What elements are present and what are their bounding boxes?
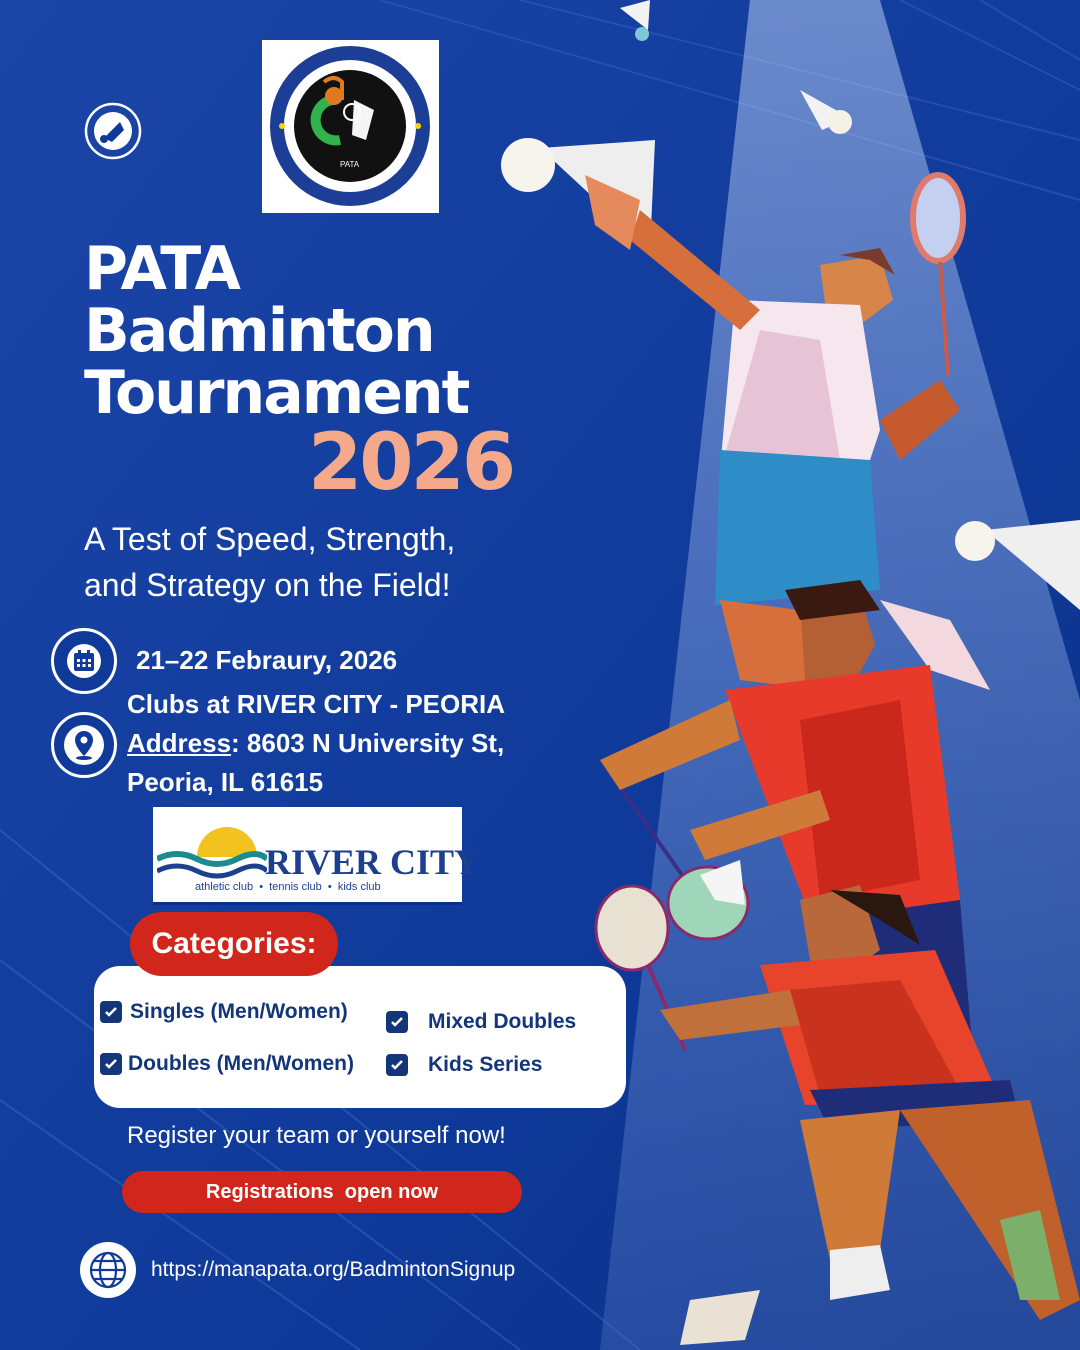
calendar-icon: [51, 628, 117, 694]
shuttlecock-icon: [84, 102, 142, 160]
tagline: [84, 516, 455, 608]
title-line-1: PATA: [84, 234, 239, 304]
pata-logo: [262, 40, 439, 213]
registration-button-label: Registrations open now: [205, 1180, 439, 1203]
event-address: [127, 723, 504, 763]
registration-button[interactable]: [122, 1171, 522, 1213]
sunrise-wave-icon: [157, 817, 267, 887]
sponsor-tagline: athletic club • tennis club • kids club: [195, 881, 381, 893]
title-line-2: Badminton: [84, 296, 434, 366]
category-item: Mixed Doubles: [386, 1010, 576, 1034]
logo-center-text: PATA: [340, 160, 360, 169]
tagline-line-2: and Strategy on the Field!: [84, 567, 451, 603]
event-venue: Clubs at RIVER CITY - PEORIA: [127, 689, 506, 719]
river-city-logo: [153, 807, 481, 905]
signup-link[interactable]: https://manapata.org/BadmintonSignup: [151, 1258, 516, 1281]
address-line-1: : 8603 N University St,: [231, 728, 505, 758]
checkbox-icon: [386, 1054, 408, 1076]
globe-icon: [80, 1242, 136, 1298]
tagline-line-1: A Test of Speed, Strength,: [84, 521, 456, 557]
categories-box: [94, 966, 626, 1108]
register-text: Register your team or yourself now!: [127, 1122, 506, 1149]
event-date: 21–22 Febraury, 2026: [136, 645, 398, 675]
location-pin-icon: [51, 712, 117, 778]
checkbox-icon: [100, 1053, 122, 1075]
categories-heading: Categories:: [130, 912, 338, 976]
page-title: [84, 234, 469, 428]
category-item: Singles (Men/Women): [100, 1000, 348, 1024]
sponsor-name: RIVER CITY: [265, 842, 481, 882]
checkbox-icon: [386, 1011, 408, 1033]
category-item: Doubles (Men/Women): [100, 1052, 354, 1076]
title-line-3: Tournament: [84, 358, 469, 428]
category-item: Kids Series: [386, 1053, 542, 1077]
address-label: Address: [127, 728, 232, 758]
checkbox-icon: [100, 1001, 122, 1023]
address-line-2: Peoria, IL 61615: [127, 767, 324, 797]
title-year: 2026: [308, 418, 514, 508]
